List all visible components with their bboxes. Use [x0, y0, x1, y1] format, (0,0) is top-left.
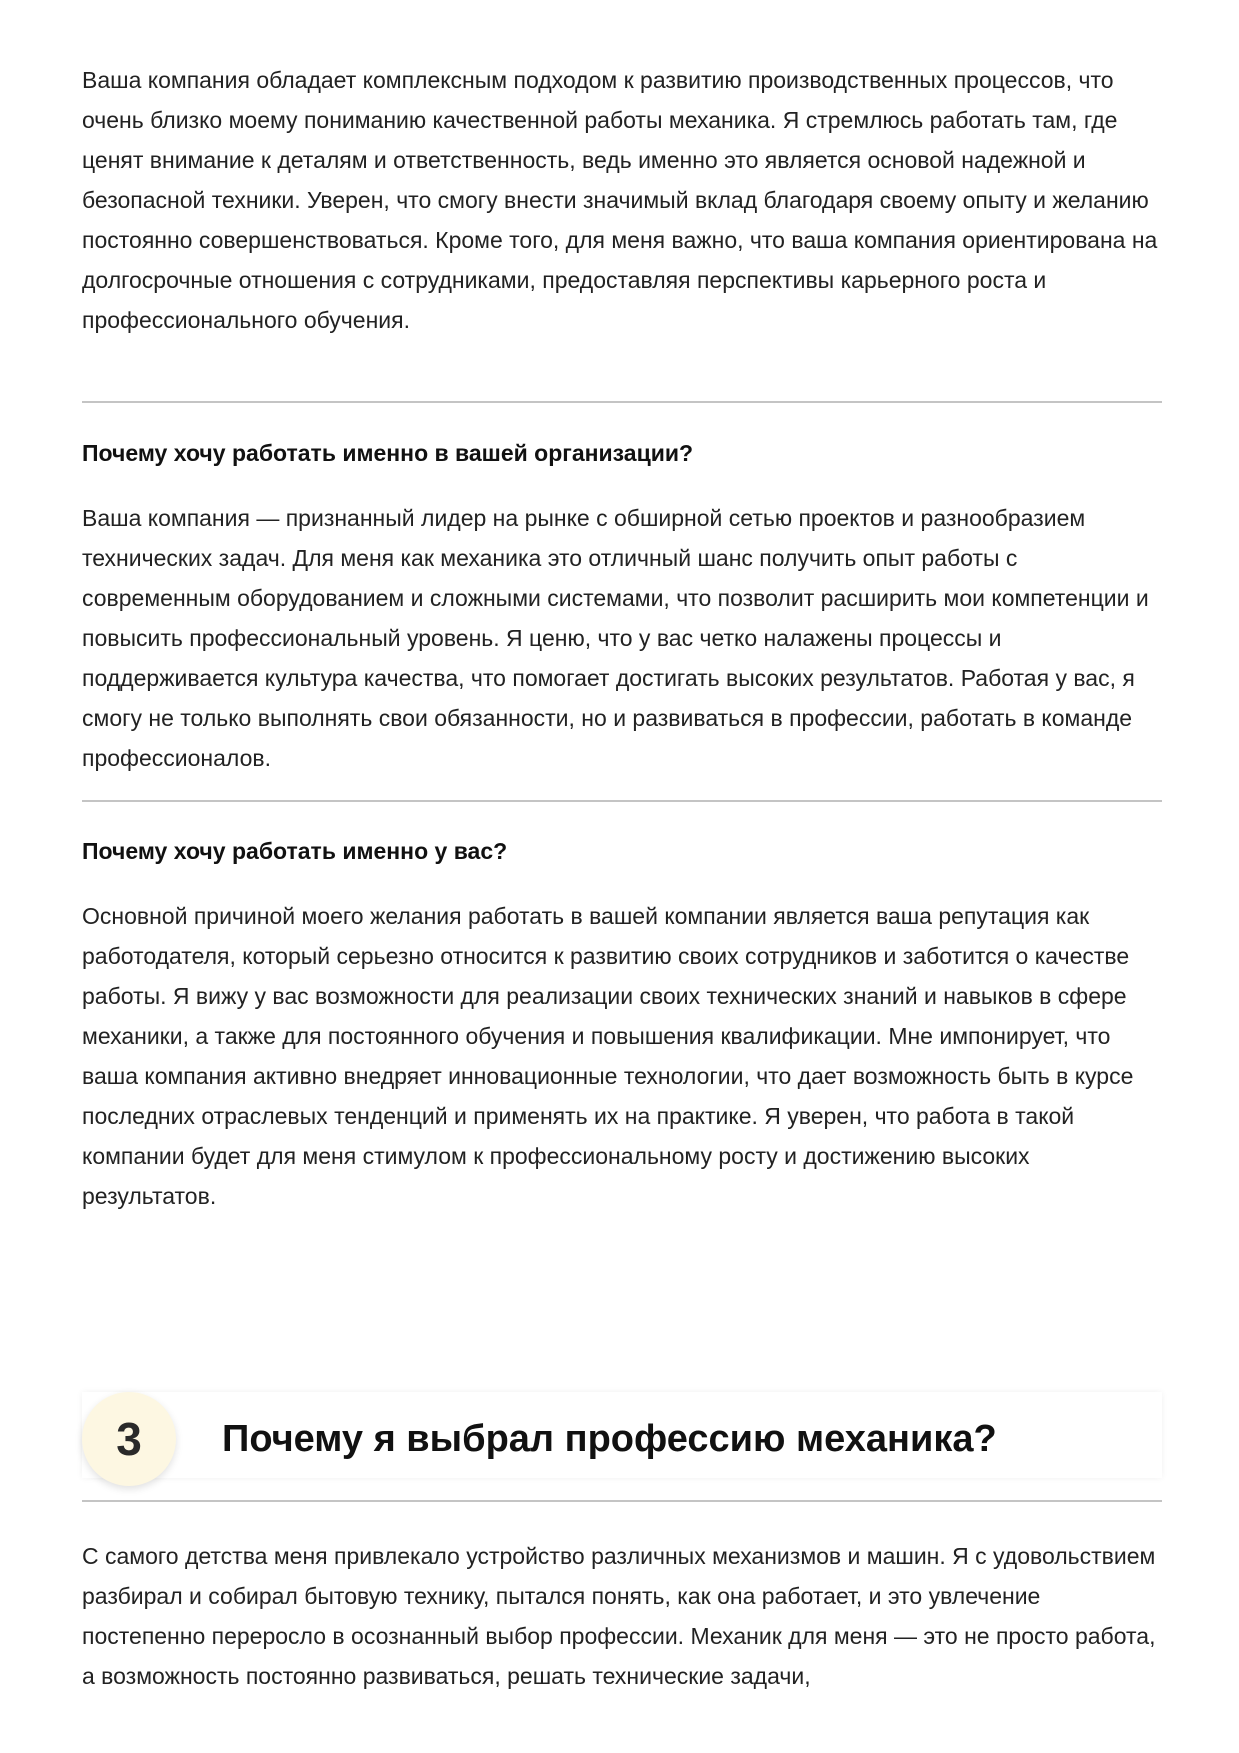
divider [82, 401, 1162, 403]
section-header [82, 1392, 1162, 1492]
question-heading: Почему хочу работать именно в вашей организации? [82, 440, 694, 466]
intro-paragraph: Ваша компания обладает комплексным подходом к развитию производственных процессов, что очень близко моему пониманию качественной работы механика. Я стремлюсь работать там, где ценят внимание к деталям и ответственность, ведь именно это является основой надежной и безопасной техники. Уверен, что смогу внести значимый вклад благодаря своему опыту и желанию постоянно совершенствоваться. Кроме того, для меня важно, что ваша компания ориентирована на долгосрочные отношения с сотрудниками, предоставляя перспективы карьерного роста и профессионального обучения. [82, 67, 1158, 333]
section-title: Почему я выбрал профессию механика? [222, 1418, 997, 1460]
section-number-badge: 3 [82, 1392, 176, 1486]
answer-block-organization [82, 498, 1162, 778]
answer-block-company [82, 896, 1162, 1216]
section-paragraph: С самого детства меня привлекало устройство различных механизмов и машин. Я с удовольствием разбирал и собирал бытовую технику, пытался понять, как она работает, и это увлечение постепенно переросло в осознанный выбор профессии. Механик для меня — это не просто работа, а возможность постоянно развиваться, решать технические задачи, [82, 1543, 1156, 1689]
answer-paragraph: Ваша компания — признанный лидер на рынке с обширной сетью проектов и разнообразием технических задач. Для меня как механика это отличный шанс получить опыт работы с современным оборудованием и сложными системами, что позволит расширить мои компетенции и повысить профессиональный уровень. Я ценю, что у вас четко налажены процессы и поддерживается культура качества, что помогает достигать высоких результатов. Работая у вас, я смогу не только выполнять свои обязанности, но и развиваться в профессии, работать в команде профессионалов. [82, 505, 1149, 771]
question-heading: Почему хочу работать именно у вас? [82, 838, 508, 864]
question-block-company [82, 836, 1162, 866]
section-body [82, 1536, 1162, 1696]
answer-paragraph: Основной причиной моего желания работать в вашей компании является ваша репутация как работодателя, который серьезно относится к развитию своих сотрудников и заботится о качестве работы. Я вижу у вас возможности для реализации своих технических знаний и навыков в сфере механики, а также для постоянного обучения и повышения квалификации. Мне импонирует, что ваша компания активно внедряет инновационные технологии, что дает возможность быть в курсе последних отраслевых тенденций и применять их на практике. Я уверен, что работа в такой компании будет для меня стимулом к профессиональному росту и достижению высоких результатов. [82, 903, 1134, 1209]
intro-section [82, 60, 1162, 340]
question-block-organization [82, 438, 1162, 468]
divider [82, 800, 1162, 802]
divider [82, 1500, 1162, 1502]
